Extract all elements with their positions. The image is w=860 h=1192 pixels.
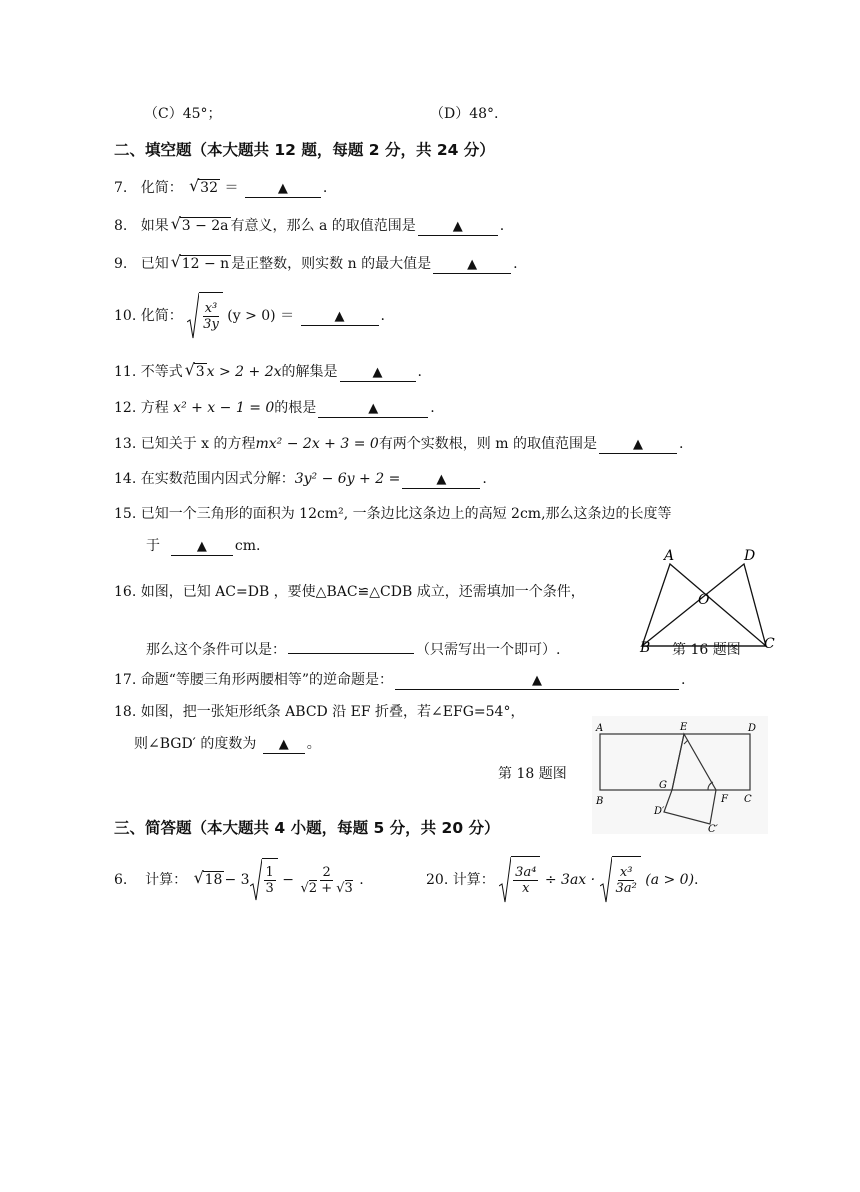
question-14: 14. 在实数范围内因式分解：3y² − 6y + 2 = ▲ . [114,471,487,487]
choice-d: （D）48°. [430,106,499,122]
answer-blank-8[interactable]: ▲ [418,218,498,236]
label-b: B [640,640,651,656]
svg-text:B: B [596,796,604,807]
section-2-heading: 二、填空题（本大题共 12 题，每题 2 分，共 24 分） [114,141,495,159]
question-13: 13. 已知关于 x 的方程mx² − 2x + 3 = 0有两个实数根，则 m 的取值范围是 ▲ . [114,436,684,452]
question-12: 12. 方程 x² + x − 1 = 0的根是 ▲ . [114,400,435,416]
question-9: 9. 已知 √ 12 − n 是正整数，则实数 n 的最大值是 ▲ . [114,252,518,272]
figure-18 [592,716,768,834]
answer-blank-10[interactable]: ▲ [301,308,379,326]
answer-blank-18[interactable]: ▲ [263,736,305,754]
answer-blank-14[interactable]: ▲ [402,471,480,489]
label-d: D [744,548,756,564]
question-8: 8. 如果 √ 3 − 2a 有意义，那么 a 的取值范围是 ▲ . [114,214,505,234]
section-3-heading: 三、简答题（本大题共 4 小题，每题 5 分，共 20 分） [114,819,500,837]
svg-text:F: F [721,794,728,805]
answer-blank-11[interactable]: ▲ [340,364,416,382]
svg-text:A: A [596,723,604,734]
label-c: C [764,636,775,652]
sqrt-32: √ 32 [189,176,218,196]
answer-blank-9[interactable]: ▲ [433,256,511,274]
label-o: O [698,592,710,608]
question-17: 17. 命题“等腰三角形两腰相等”的逆命题是： ▲ . [114,672,686,688]
question-11: 11. 不等式 √ 3 x > 2 + 2x的解集是 ▲ . [114,360,422,380]
answer-blank-15[interactable]: ▲ [171,538,233,556]
question-18: 18. 如图，把一张矩形纸条 ABCD 沿 EF 折叠，若∠EFG=54°， [114,704,525,720]
svg-text:C: C [744,794,752,805]
figure-16-caption: 第 16 题图 [672,642,741,658]
svg-text:D′: D′ [654,806,665,817]
svg-text:E: E [680,722,688,733]
question-19: 6. 计算： √ 18 − 3 $\frac{1}{3}$ − $\frac{2}{√2 + √3}$ . [114,856,364,904]
answer-blank-13[interactable]: ▲ [599,436,677,454]
answer-blank-16[interactable] [288,636,414,654]
svg-text:D: D [748,723,757,734]
question-15: 15. 已知一个三角形的面积为 12cm², 一条边比这条边上的高短 2cm,那么这条边的长度等 [114,506,672,522]
radical-sign [187,292,199,340]
question-7: 7. 化简： √ 32 ＝ ▲ . [114,176,328,196]
question-10: 10. 化简： $\frac{\text{x³}}{3y}$ (y > 0) ＝ ▲ . [114,292,385,340]
answer-blank-12[interactable]: ▲ [318,400,428,418]
figure-18-caption: 第 18 题图 [498,766,567,782]
svg-text:C′: C′ [708,824,718,834]
label-a: A [664,548,675,564]
question-16: 16. 如图，已知 AC=DB ，要使△BAC≌△CDB 成立，还需填加一个条件， [114,584,585,600]
answer-blank-7[interactable]: ▲ [245,180,321,198]
answer-blank-17[interactable]: ▲ [395,672,679,690]
question-16-line-2: 那么这个条件可以是： （只需写出一个即可）. [146,636,560,660]
question-20: 20. 计算： $\frac{\text{3a⁴}}{x}$ ÷ 3ax · $\frac{\text{x³}}{\text{3a²}}$ (a > 0). [426,854,699,906]
choice-c: （C）45°； [144,106,222,122]
svg-text:G: G [659,780,667,791]
question-18-line-2: 则∠BGD′ 的度数为 ▲ 。 [134,736,321,752]
question-15-line-2: 于 ▲ cm. [146,538,261,554]
